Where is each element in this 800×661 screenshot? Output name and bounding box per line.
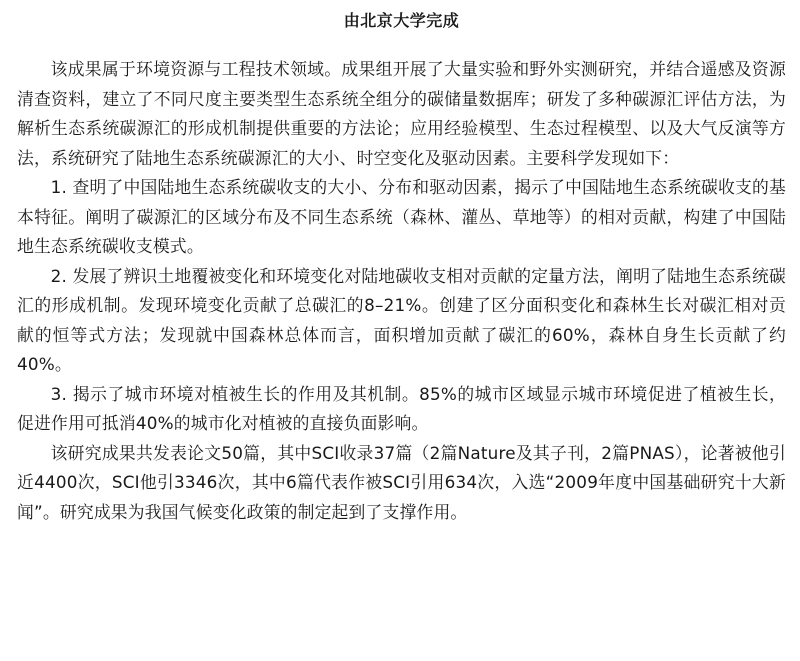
paragraph-intro: 该成果属于环境资源与工程技术领域。成果组开展了大量实验和野外实测研究，并结合遥感及资源清查资料，建立了不同尺度主要类型生态系统全组分的碳储量数据库；研发了多种碳源汇评估方法，为解析生态系统碳源汇的形成机制提供重要的方法论；应用经验模型、生态过程模型、以及大气反演等方法，系统研究了陆地生态系统碳源汇的大小、时空变化及驱动因素。主要科学发现如下：	[17, 59, 786, 168]
document-title: 由北京大学完成	[343, 11, 460, 30]
paragraph-finding-2: 2. 发展了辨识土地覆被变化和环境变化对陆地碳收支相对贡献的定量方法，阐明了陆地生态系统碳汇的形成机制。发现环境变化贡献了总碳汇的8–21%。创建了区分面积变化和森林生长对碳汇相对贡献的恒等式方法；发现就中国森林总体而言，面积增加贡献了碳汇的60%，森林自身生长贡献了约40%。	[17, 265, 786, 374]
paragraph-finding-1: 1. 查明了中国陆地生态系统碳收支的大小、分布和驱动因素，揭示了中国陆地生态系统碳收支的基本特征。阐明了碳源汇的区域分布及不同生态系统（森林、灌丛、草地等）的相对贡献，构建了中国陆地生态系统碳收支模式。	[17, 177, 786, 256]
paragraph-finding-3: 3. 揭示了城市环境对植被生长的作用及其机制。85%的城市区域显示城市环境促进了植被生长，促进作用可抵消40%的城市化对植被的直接负面影响。	[17, 383, 786, 433]
paragraph-impact: 该研究成果共发表论文50篇，其中SCI收录37篇（2篇Nature及其子刊，2篇PNAS），论著被他引近4400次，SCI他引3346次，其中6篇代表作被SCI引用634次，入选“2009年度中国基础研究十大新闻”。研究成果为我国气候变化政策的制定起到了支撑作用。	[17, 442, 786, 522]
